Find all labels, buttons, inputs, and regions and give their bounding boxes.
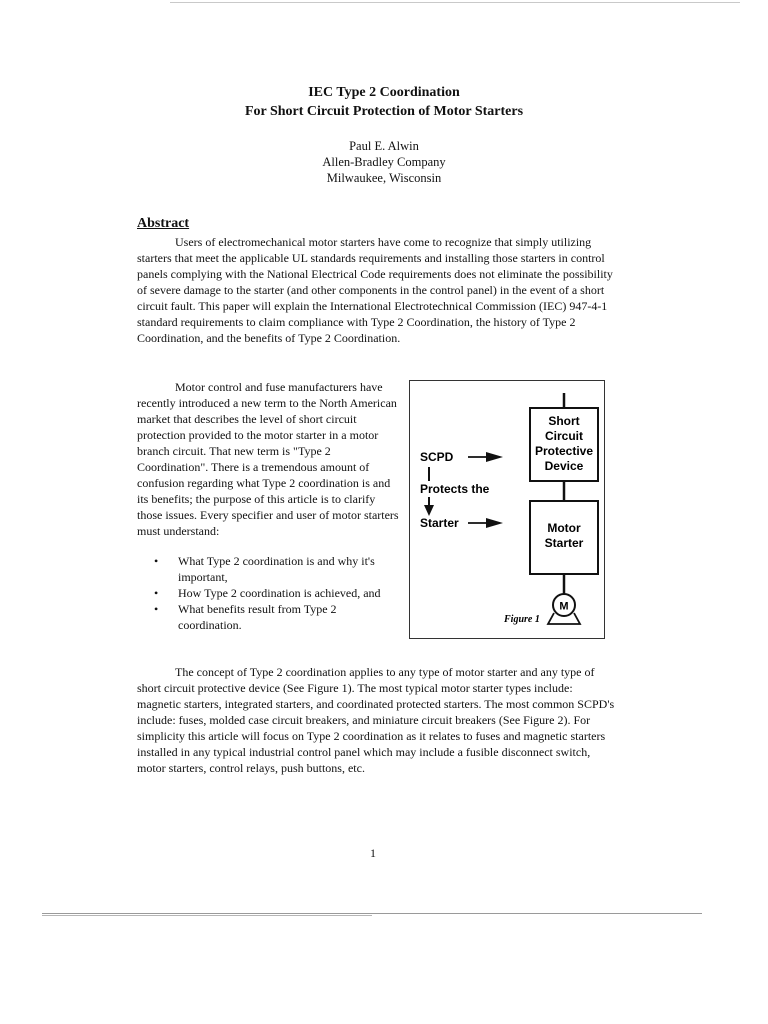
bullet-list bbox=[137, 553, 399, 633]
scpd-box-line: Short bbox=[548, 414, 580, 428]
author-location: Milwaukee, Wisconsin bbox=[326, 171, 442, 185]
bottom-scan-line bbox=[42, 915, 372, 916]
scpd-arrow-icon bbox=[486, 452, 503, 462]
scpd-box-line: Device bbox=[544, 459, 584, 473]
scpd-box-line: Protective bbox=[534, 444, 594, 458]
scpd-box-line: Circuit bbox=[544, 429, 584, 443]
starter-label: Starter bbox=[420, 516, 459, 530]
intro-paragraph: Motor control and fuse manufacturers have recently introduced a new term to the North American market that describes the level of short circuit protection provided to the motor starter in a motor branch circuit. That new term is "Type 2 Coordination". There is a tremendous amount of confusion regarding what Type 2 coordination is and its benefits; the purpose of this article is to clarify those issues. Every specifier and user of motor starters must understand: bbox=[137, 380, 399, 538]
figure-1 bbox=[409, 380, 605, 639]
title-line-2: For Short Circuit Protection of Motor Starters bbox=[244, 104, 524, 119]
abstract-body bbox=[137, 234, 615, 346]
concept-paragraph: The concept of Type 2 coordination applies to any type of motor starter and any type of short circuit protective device (See Figure 1). The most typical motor starter types include: magnetic starters, integrated starters, and coordinated protected starters. The most common SCPD's include: fuses, molded case circuit breakers, and miniature circuit breakers (See Figure 2). For simplicity this article will focus on Type 2 coordination as it relates to fuses and magnetic starters installed in any typical industrial control panel which may include a fusible disconnect switch, motor starters, control relays, push buttons, etc. bbox=[137, 665, 615, 775]
motor-starter-line: Motor bbox=[547, 521, 581, 535]
bottom-scan-line bbox=[42, 913, 702, 914]
starter-arrow-icon bbox=[486, 518, 503, 528]
intro-body bbox=[137, 379, 399, 539]
protects-label: Protects the bbox=[420, 482, 490, 496]
scpd-label: SCPD bbox=[420, 450, 454, 464]
abstract-heading: Abstract bbox=[137, 216, 190, 231]
page-number: 1 bbox=[370, 846, 376, 860]
figure-1-diagram bbox=[410, 381, 604, 638]
abstract-paragraph: Users of electromechanical motor starters have come to recognize that simply utilizing starters that meet the applicable UL standards requirements and installing those starters in control panels complying with the National Electrical Code requirements does not eliminate the possibility of severe damage to the starter (and other components in the control panel) in the event of a short circuit fault. This paper will explain the International Electrotechnical Commission (IEC) 947-4-1 standard requirements to claim compliance with Type 2 Coordination, the history of Type 2 Coordination, and the benefits of Type 2 Coordination. bbox=[137, 235, 613, 345]
bullet-item: • What Type 2 coordination is and why it's important, bbox=[137, 553, 399, 585]
down-arrow-icon bbox=[424, 505, 434, 516]
bullet-item: • How Type 2 coordination is achieved, and bbox=[137, 585, 399, 601]
title-line-1: IEC Type 2 Coordination bbox=[308, 85, 460, 100]
top-scan-line bbox=[170, 2, 740, 3]
motor-starter-line: Starter bbox=[544, 536, 584, 550]
motor-symbol-label: M bbox=[559, 600, 569, 613]
concept-body bbox=[137, 664, 615, 776]
figure-caption: Figure 1 bbox=[504, 614, 540, 625]
author-company: Allen-Bradley Company bbox=[322, 155, 446, 169]
bullet-item: • What benefits result from Type 2 coordination. bbox=[137, 601, 399, 633]
author-name: Paul E. Alwin bbox=[349, 139, 419, 153]
